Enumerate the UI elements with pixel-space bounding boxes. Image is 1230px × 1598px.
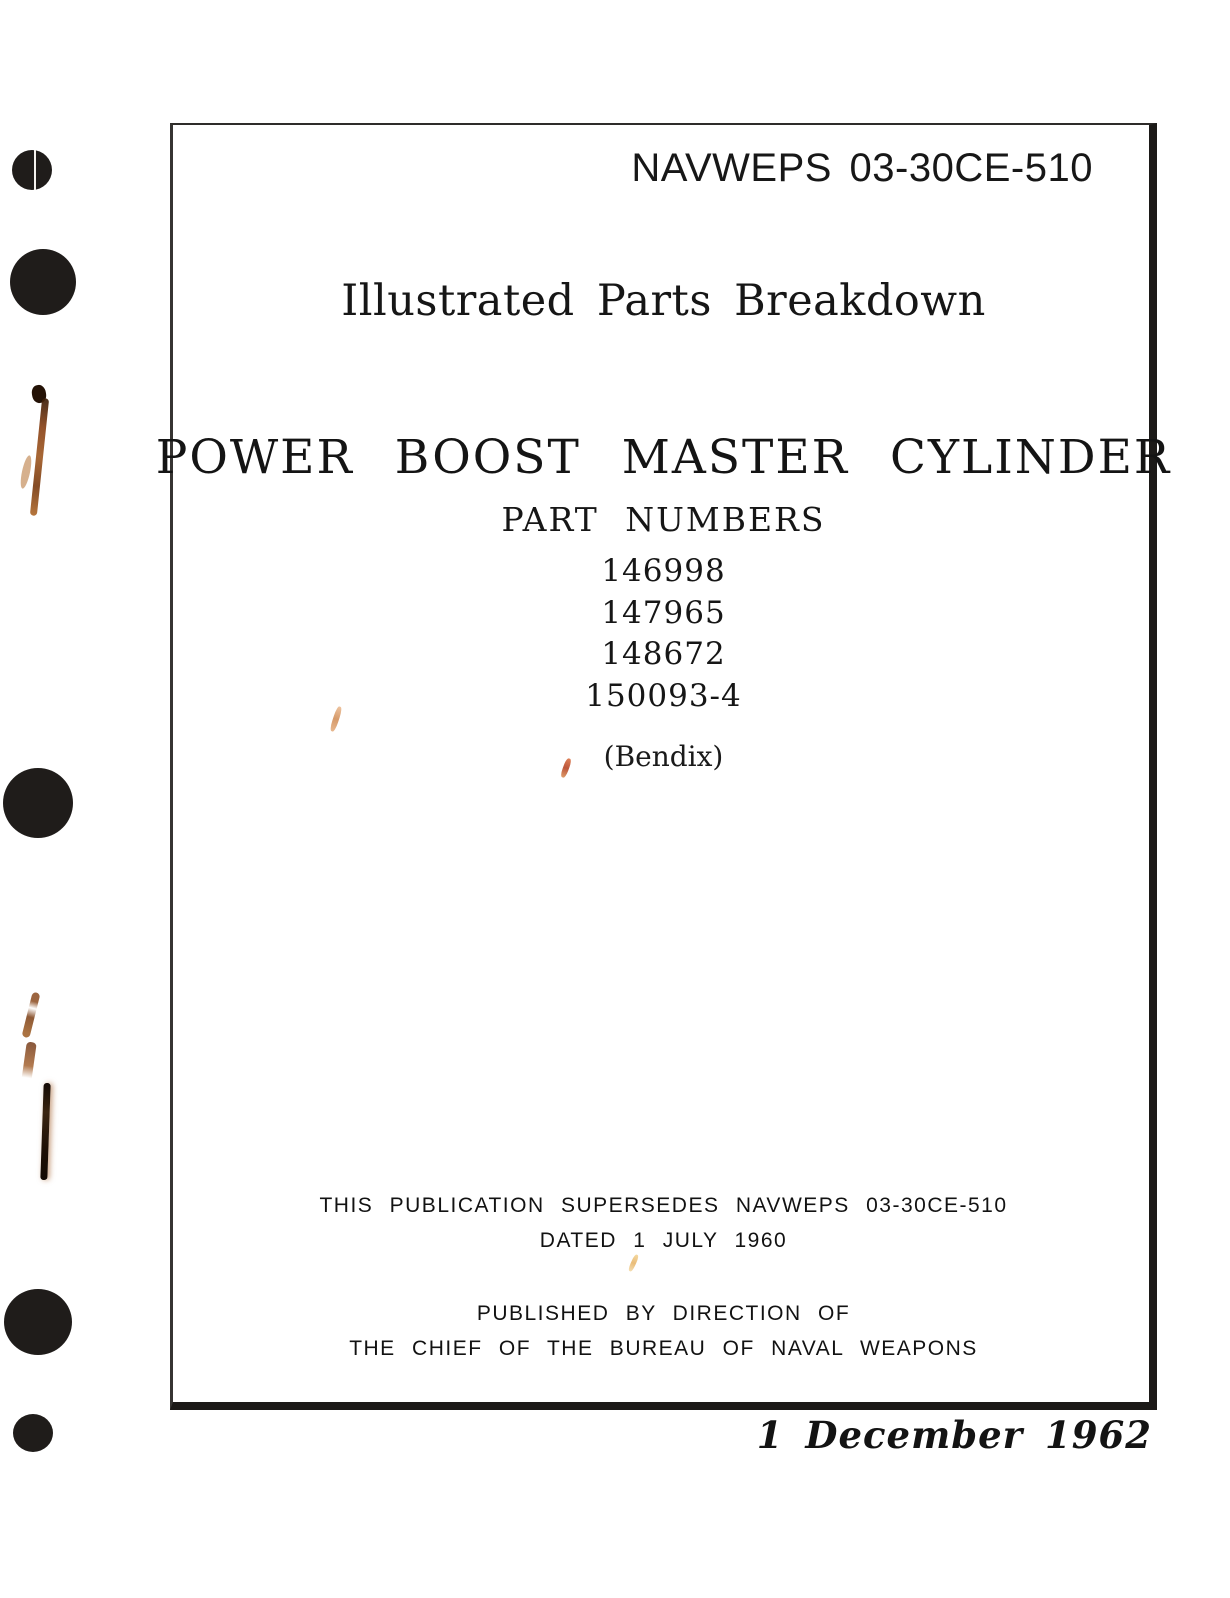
- supersedes-line-2: DATED 1 JULY 1960: [539, 1229, 788, 1252]
- supersedes-notice: [170, 1188, 1157, 1258]
- rust-stain: [30, 398, 49, 516]
- document-number: NAVWEPS 03-30CE-510: [631, 146, 1093, 190]
- published-line-1: PUBLISHED BY DIRECTION OF: [476, 1302, 851, 1325]
- punch-hole-icon: [12, 150, 52, 190]
- part-number-item: 148672: [601, 636, 726, 672]
- published-line-2: THE CHIEF OF THE BUREAU OF NAVAL WEAPONS: [349, 1337, 978, 1360]
- punch-hole-icon: [10, 249, 76, 315]
- rust-stain: [19, 455, 34, 490]
- part-number-item: 150093-4: [585, 677, 742, 714]
- issue-date: 1 December 1962: [756, 1413, 1152, 1457]
- rust-stain: [21, 1041, 36, 1082]
- hole-split-line: [34, 150, 36, 190]
- part-number-item: 146998: [601, 553, 726, 589]
- punch-hole-icon: [4, 1289, 72, 1355]
- document-title: POWER BOOST MASTER CYLINDER: [155, 430, 1172, 485]
- manufacturer-name: (Bendix): [603, 740, 724, 773]
- staple-rust-mark: [40, 1083, 50, 1180]
- punch-hole-icon: [13, 1414, 53, 1452]
- part-number-item: 147965: [601, 594, 726, 631]
- punch-hole-icon: [3, 768, 73, 838]
- rust-stain: [22, 992, 41, 1039]
- part-numbers-list: [170, 551, 1157, 717]
- document-subtitle: Illustrated Parts Breakdown: [341, 276, 986, 326]
- published-by-notice: [170, 1296, 1157, 1366]
- supersedes-line-1: THIS PUBLICATION SUPERSEDES NAVWEPS 03-30CE-510: [319, 1194, 1008, 1217]
- part-numbers-heading: PART NUMBERS: [501, 500, 826, 539]
